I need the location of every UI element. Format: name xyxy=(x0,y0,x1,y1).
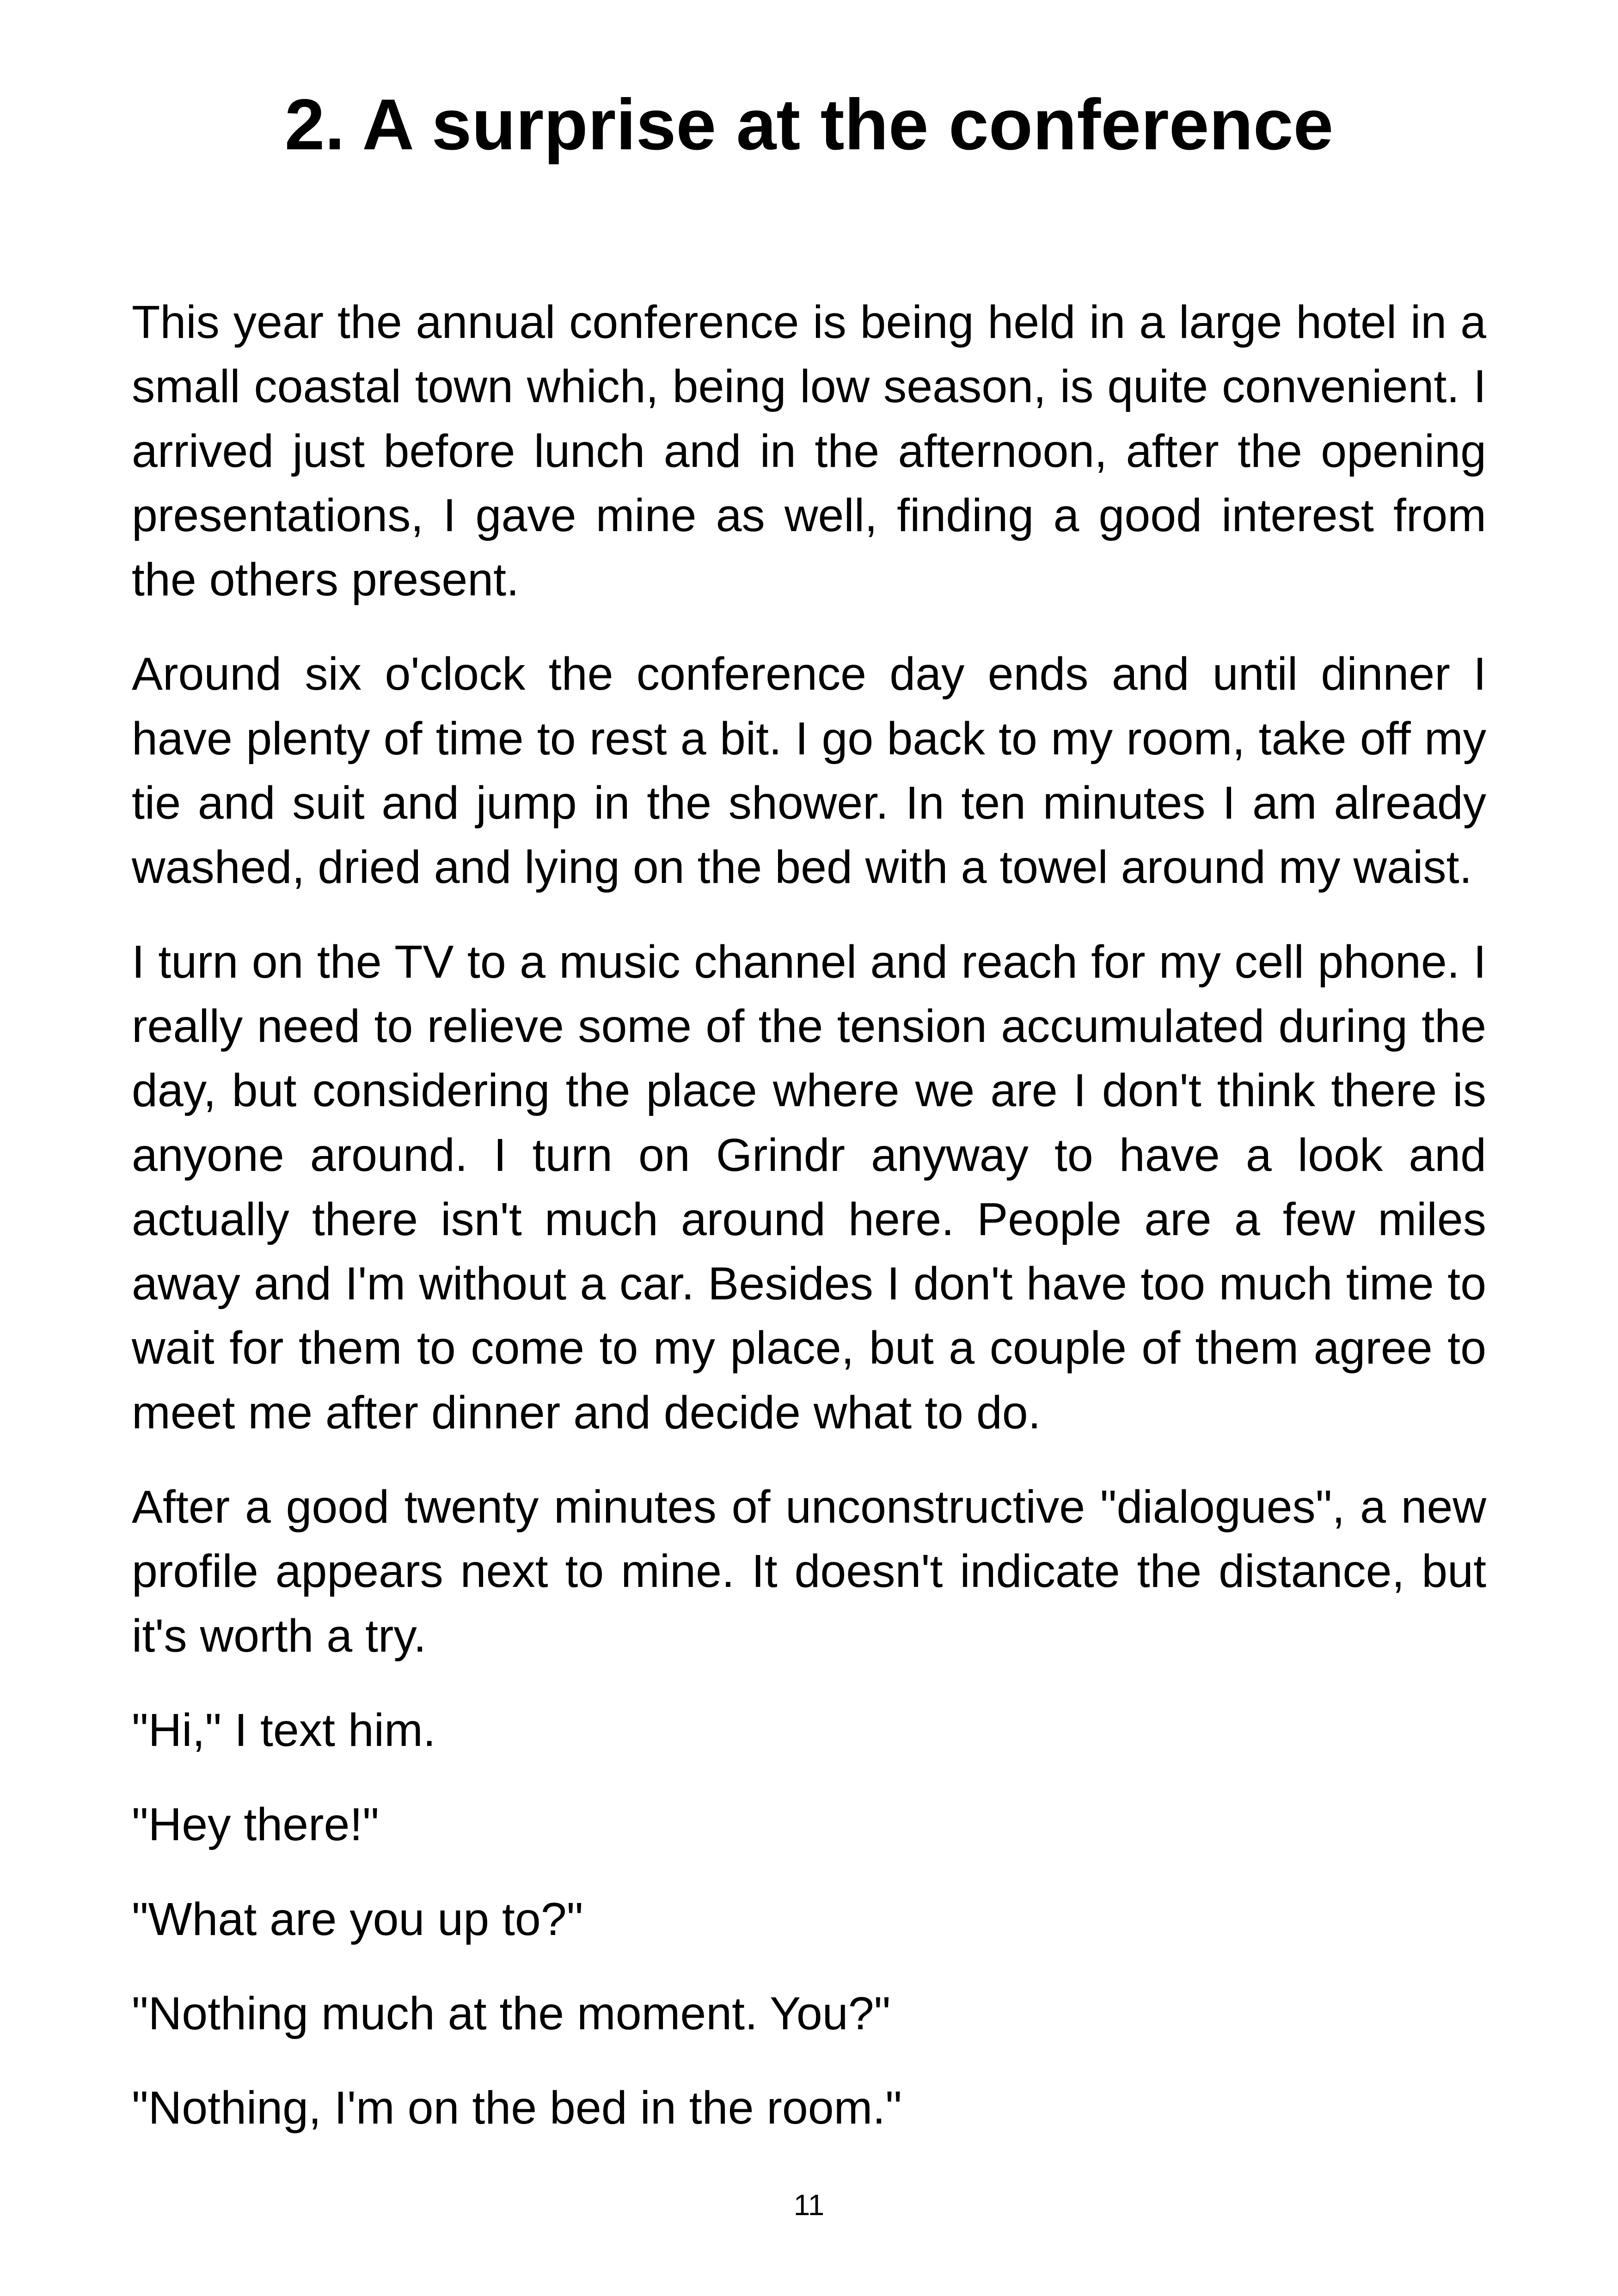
chapter-body xyxy=(132,290,1486,2170)
paragraph: I turn on the TV to a music channel and reach for my cell phone. I really need to relieve some of the tension accumulated during the day, but considering the place where we are I don't think there is anyone around. I turn on Grindr anyway to have a look and actually there isn't much around here. People are a few miles away and I'm without a car. Besides I don't have too much time to wait for them to come to my place, but a couple of them agree to meet me after dinner and decide what to do. xyxy=(132,936,1486,1439)
dialogue-line: "What are you up to?" xyxy=(132,1893,583,1945)
chapter-title: 2. A surprise at the conference xyxy=(284,85,1334,165)
page-number: 11 xyxy=(793,2188,825,2222)
dialogue-line: "Hi," I text him. xyxy=(132,1704,436,1756)
paragraph: After a good twenty minutes of unconstructive "dialogues", a new profile appears next to mine. It doesn't indicate the distance, but it's worth a try. xyxy=(132,1481,1486,1662)
dialogue-line: "Hey there!" xyxy=(132,1799,379,1851)
paragraph: Around six o'clock the conference day ends and until dinner I have plenty of time to rest a bit. I go back to my room, take off my tie and suit and jump in the shower. In ten minutes I am already washed, dried and lying on the bed with a towel around my waist. xyxy=(132,648,1486,894)
dialogue-line: "Nothing much at the moment. You?" xyxy=(132,1987,891,2039)
dialogue-line: "Nothing, I'm on the bed in the room." xyxy=(132,2082,902,2134)
paragraph: This year the annual conference is being held in a large hotel in a small coastal town which, being low season, is quite convenient. I arrived just before lunch and in the afternoon, after the opening presentations, I gave mine as well, finding a good interest from the others present. xyxy=(132,296,1486,606)
